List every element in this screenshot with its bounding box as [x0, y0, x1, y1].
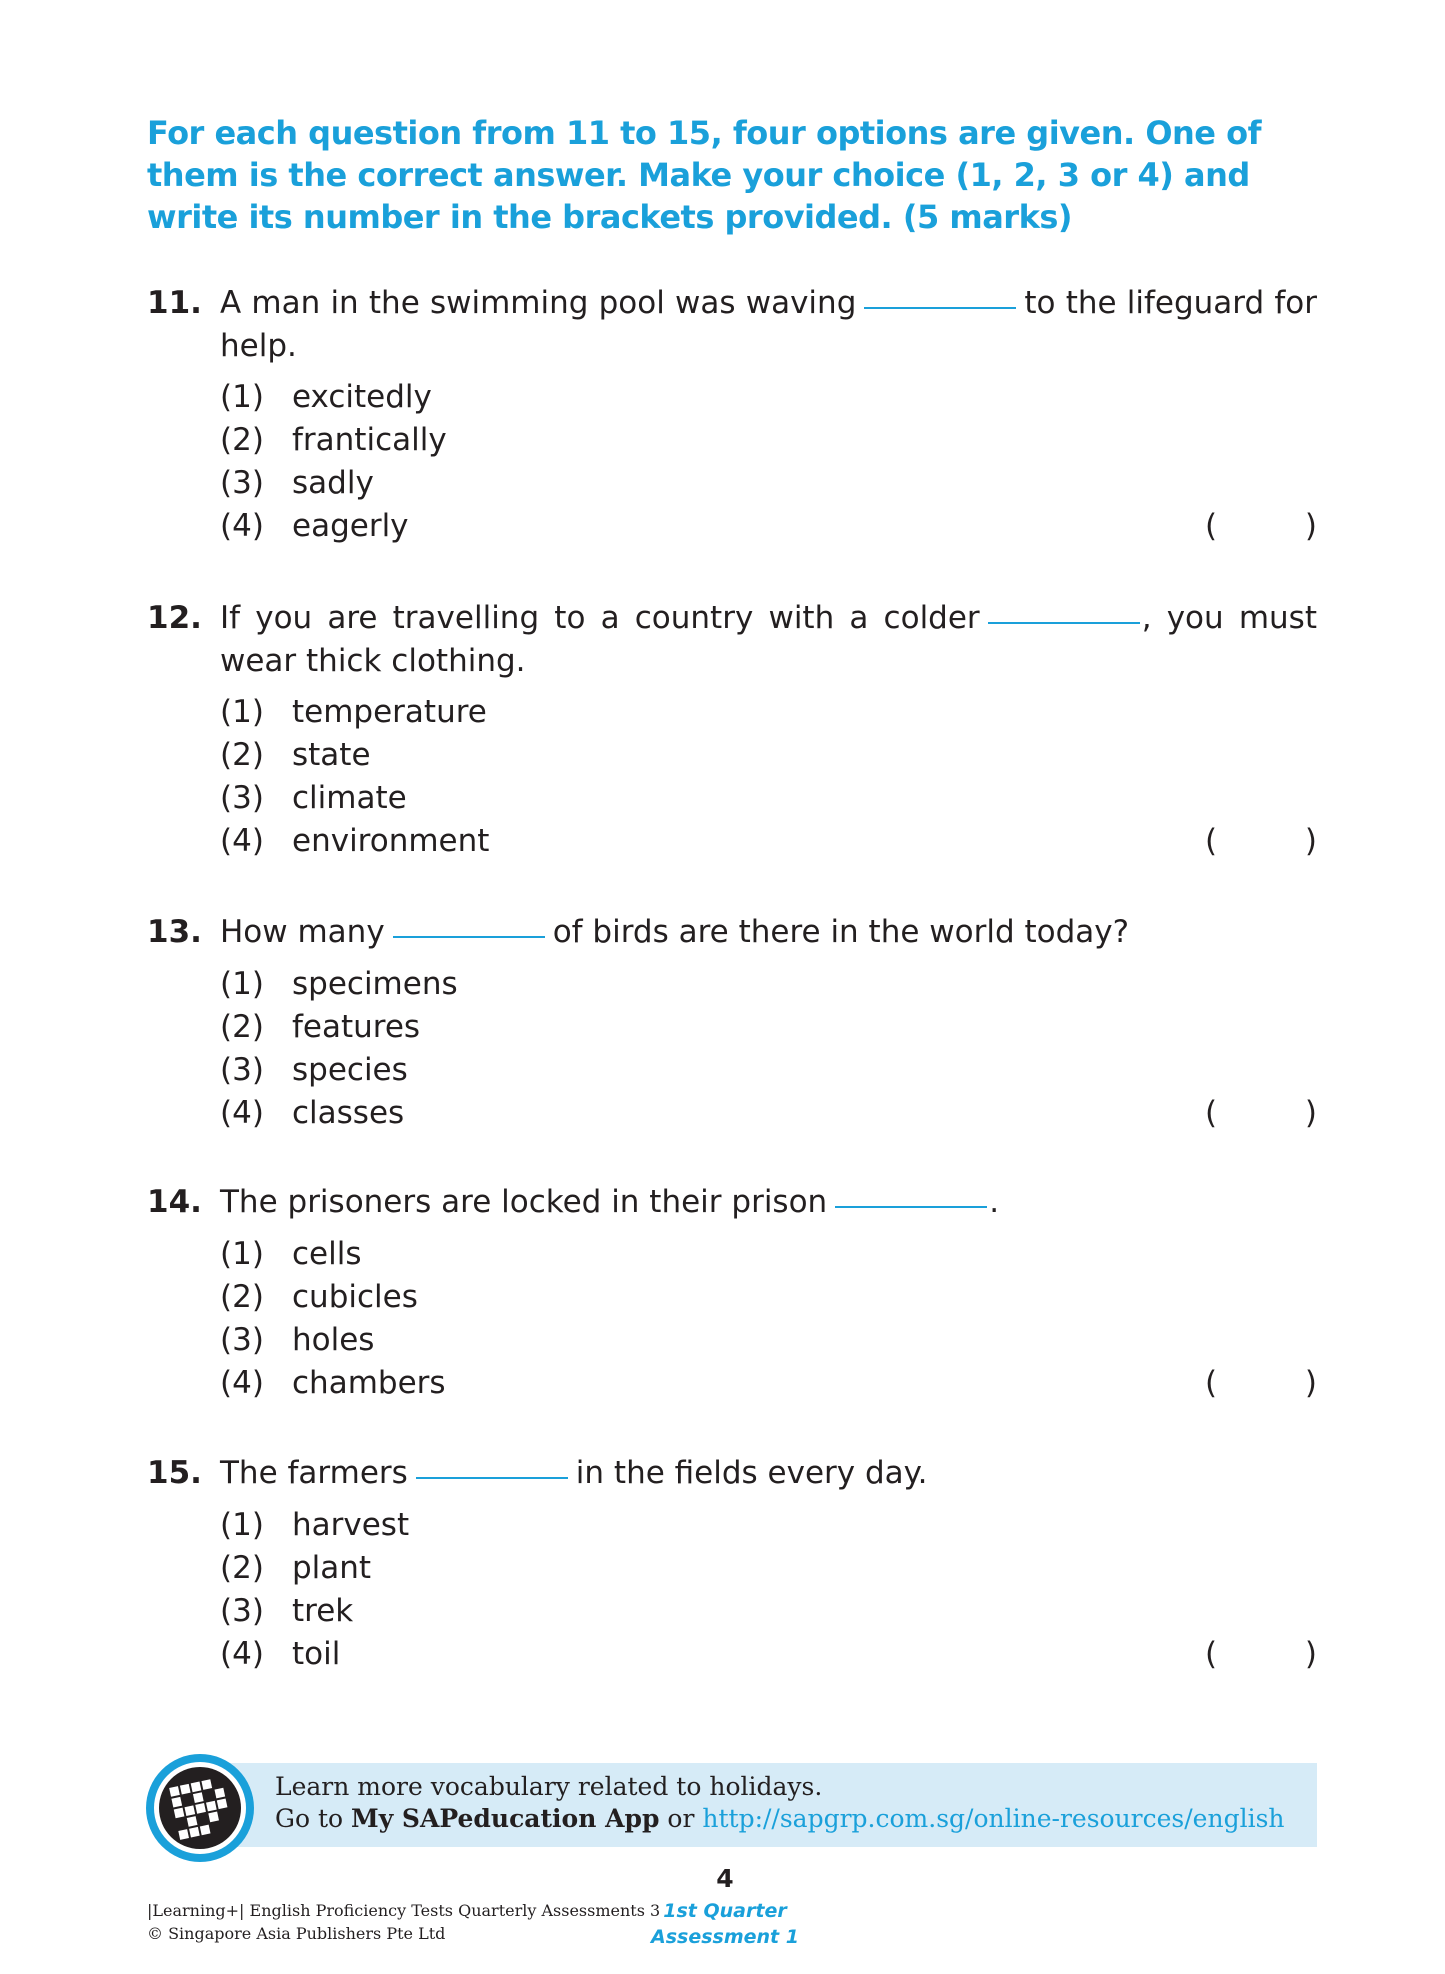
option-text: features [292, 1009, 421, 1045]
option-text: chambers [292, 1365, 446, 1401]
question-text [220, 597, 1317, 683]
resource-link[interactable]: http://sapgrp.com.sg/online-resources/english [702, 1804, 1285, 1833]
option-text: specimens [292, 966, 458, 1002]
answer-bracket[interactable] [1205, 820, 1317, 863]
question-11 [147, 282, 1317, 550]
option-number: (2) [220, 1279, 264, 1315]
answer-bracket[interactable] [1205, 1092, 1317, 1135]
bracket-close: ) [1304, 1365, 1317, 1401]
question-text-after: . [989, 1184, 1000, 1220]
tip-line-1: Learn more vocabulary related to holidays. [275, 1772, 823, 1801]
option-text: frantically [292, 422, 447, 458]
answer-blank [416, 1477, 568, 1479]
question-text-after: in the fields every day. [575, 1455, 928, 1491]
tip-text [275, 1771, 1285, 1835]
option-number: (3) [220, 1052, 264, 1088]
app-name[interactable]: My SAPeducation App [351, 1804, 660, 1833]
answer-bracket[interactable] [1205, 1633, 1317, 1676]
answer-bracket[interactable] [1205, 505, 1317, 548]
page-number: 4 [716, 1864, 734, 1893]
option-text: harvest [292, 1507, 410, 1543]
question-text [220, 1181, 1317, 1224]
option-text: plant [292, 1550, 372, 1586]
option-text: holes [292, 1322, 375, 1358]
bracket-open: ( [1205, 1095, 1218, 1131]
option-number: (1) [220, 379, 264, 415]
question-13 [147, 911, 1317, 1136]
option-number: (2) [220, 1550, 264, 1586]
tip-go-to: Go to [275, 1804, 344, 1833]
footer-credits [147, 1899, 660, 1945]
option-number: (3) [220, 1322, 264, 1358]
section-instructions: For each question from 11 to 15, four options are given. One of them is the correct answer. Make your choice (1, 2, 3 or 4) and write its number in the brackets provided. (5 marks) [147, 114, 1262, 236]
bracket-open: ( [1205, 823, 1218, 859]
option-text: excitedly [292, 379, 432, 415]
bracket-close: ) [1304, 1095, 1317, 1131]
question-text [220, 282, 1317, 368]
tip-or: or [667, 1804, 695, 1833]
option-text: environment [292, 823, 490, 859]
option-text: classes [292, 1095, 405, 1131]
assessment-number: Assessment 1 [651, 1926, 799, 1948]
book-title: |Learning+| English Proficiency Tests Quarterly Assessments 3 [147, 1901, 661, 1920]
crossword-icon [144, 1752, 256, 1864]
question-number: 15. [147, 1455, 202, 1491]
option-number: (4) [220, 508, 264, 544]
option-number: (4) [220, 823, 264, 859]
question-number: 11. [147, 285, 202, 321]
option-text: cells [292, 1236, 362, 1272]
option-number: (2) [220, 737, 264, 773]
option-text: trek [292, 1593, 354, 1629]
question-14 [147, 1181, 1317, 1406]
question-text-before: The prisoners are locked in their prison [220, 1184, 828, 1220]
option-number: (2) [220, 422, 264, 458]
question-text-before: If you are travelling to a country with a colder [220, 600, 980, 636]
answer-bracket[interactable] [1205, 1362, 1317, 1405]
question-text-before: A man in the swimming pool was waving [220, 285, 857, 321]
copyright: © Singapore Asia Publishers Pte Ltd [147, 1924, 446, 1943]
option-text: state [292, 737, 371, 773]
bracket-close: ) [1304, 1636, 1317, 1672]
option-number: (4) [220, 1636, 264, 1672]
question-text-before: The farmers [220, 1455, 408, 1491]
answer-blank [835, 1206, 987, 1208]
question-text-after: to the lifeguard for help. [220, 285, 1317, 364]
quarter-label: 1st Quarter [663, 1900, 787, 1922]
question-text-after: , you must wear thick clothing. [220, 600, 1317, 679]
option-number: (3) [220, 780, 264, 816]
question-text-before: How many [220, 914, 385, 950]
option-number: (1) [220, 1236, 264, 1272]
option-text: cubicles [292, 1279, 418, 1315]
option-text: species [292, 1052, 408, 1088]
option-text: climate [292, 780, 407, 816]
question-text [220, 911, 1317, 954]
option-number: (3) [220, 465, 264, 501]
bracket-close: ) [1304, 823, 1317, 859]
answer-blank [988, 622, 1140, 624]
bracket-close: ) [1304, 508, 1317, 544]
tip-line-2 [275, 1803, 1285, 1835]
option-number: (1) [220, 966, 264, 1002]
question-text [220, 1452, 1317, 1495]
option-number: (3) [220, 1593, 264, 1629]
answer-blank [393, 936, 545, 938]
bracket-open: ( [1205, 1636, 1218, 1672]
option-text: eagerly [292, 508, 409, 544]
bracket-open: ( [1205, 1365, 1218, 1401]
question-text-after: of birds are there in the world today? [552, 914, 1130, 950]
answer-blank [864, 307, 1016, 309]
option-text: toil [292, 1636, 341, 1672]
option-number: (4) [220, 1095, 264, 1131]
question-12 [147, 597, 1317, 865]
question-number: 13. [147, 914, 202, 950]
option-number: (4) [220, 1365, 264, 1401]
option-number: (1) [220, 1507, 264, 1543]
option-number: (1) [220, 694, 264, 730]
question-number: 12. [147, 600, 202, 636]
bracket-open: ( [1205, 508, 1218, 544]
question-15 [147, 1452, 1317, 1677]
question-number: 14. [147, 1184, 202, 1220]
assessment-label [640, 1898, 810, 1950]
option-text: sadly [292, 465, 374, 501]
option-text: temperature [292, 694, 487, 730]
option-number: (2) [220, 1009, 264, 1045]
